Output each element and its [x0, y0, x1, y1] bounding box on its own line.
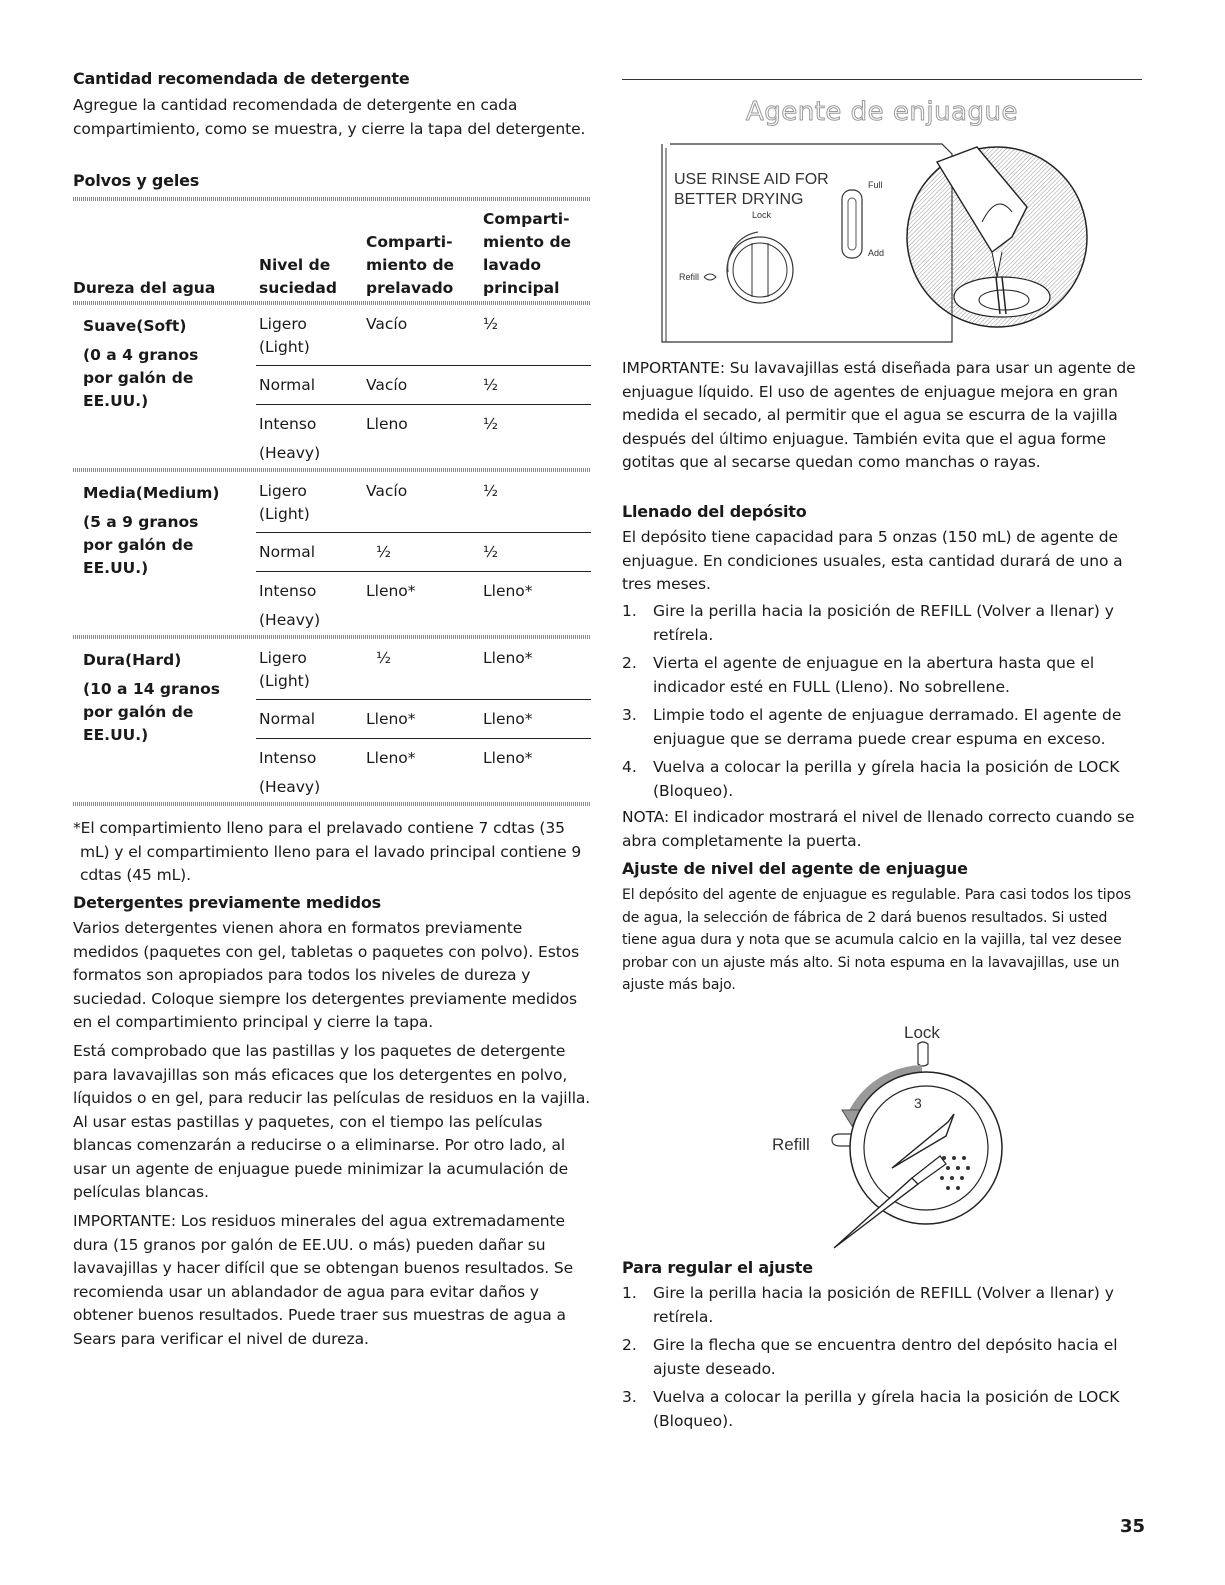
heading-powders: Polvos y geles: [73, 171, 200, 190]
cell-level: Normal: [259, 710, 316, 728]
note-label: NOTA:: [622, 808, 670, 826]
header-soil-1: Nivel de: [259, 256, 331, 274]
rinse-important-label: IMPORTANTE:: [622, 359, 725, 377]
fill-paragraph: El depósito tiene capacidad para 5 onzas (150 mL) de agente de enjuague. En condiciones usuales, esta cantidad durará de uno a tres meses.: [622, 528, 1123, 593]
fig1-full: Full: [868, 180, 883, 190]
important-water-paragraph: [73, 1210, 591, 1351]
cell-main: ½: [483, 482, 499, 500]
cell-main: ½: [483, 543, 499, 561]
cell-main: ½: [483, 415, 499, 433]
list-item: 3. Vuelva a colocar la perilla y gírela hacia la posición de LOCK (Bloqueo).: [622, 1388, 1120, 1430]
fig2-lock: Lock: [904, 1023, 940, 1042]
group-desc: EE.UU.): [83, 392, 149, 410]
note-text: El indicador mostrará el nivel de llenado correcto cuando se abra completamente la puerta.: [622, 808, 1135, 850]
row-divider: [256, 738, 591, 739]
cell-level-en: (Light): [259, 672, 310, 690]
cell-level-en: (Light): [259, 505, 310, 523]
group-border: [73, 635, 591, 639]
cell-pre: ½: [376, 649, 392, 667]
group-desc: por galón de: [83, 703, 194, 721]
header-bottom-border: [73, 301, 591, 305]
regulate-steps-list: [622, 1282, 1142, 1438]
fig2-refill: Refill: [772, 1135, 810, 1154]
fig1-dial-inner: [733, 243, 787, 297]
header-main-2: miento de: [483, 233, 572, 251]
fill-steps-list: [622, 600, 1142, 808]
list-item: 1. Gire la perilla hacia la posición de REFILL (Volver a llenar) y retírela.: [622, 1284, 1114, 1326]
group-desc: (5 a 9 granos: [83, 513, 199, 531]
fig1-line2: BETTER DRYING: [674, 191, 804, 208]
cell-main: Lleno*: [483, 649, 533, 667]
group-desc: por galón de: [83, 536, 194, 554]
cell-pre: Vacío: [366, 482, 408, 500]
cell-level: Ligero: [259, 315, 307, 333]
fig1-dial: [727, 237, 793, 303]
cell-level-en: (Heavy): [259, 778, 321, 796]
header-main-4: principal: [483, 279, 560, 297]
page-number: 35: [1120, 1516, 1146, 1537]
cell-main: Lleno*: [483, 710, 533, 728]
heading-regulate: Para regular el ajuste: [622, 1258, 813, 1277]
header-hardness: Dureza del agua: [73, 279, 216, 297]
table-footnote: *El compartimiento lleno para el prelavado contiene 7 cdtas (35 mL) y el compartimiento lleno para el lavado principal contiene 9 cdtas (45 mL).: [73, 819, 582, 884]
list-item: 2. Vierta el agente de enjuague en la abertura hasta que el indicador esté en FULL (Lleno). No sobrellene.: [622, 654, 1095, 696]
cell-level: Intenso: [259, 749, 317, 767]
fig1-indicator: [842, 190, 862, 258]
cell-level-en: (Light): [259, 338, 310, 356]
list-item: 3. Limpie todo el agente de enjuague derramado. El agente de enjuague que se derrama puede crear espuma en exceso.: [622, 706, 1122, 748]
fig1-lock: Lock: [752, 210, 772, 220]
section-rule: [622, 79, 1142, 80]
group-desc: EE.UU.): [83, 559, 149, 577]
rinse-important-text: Su lavavajillas está diseñada para usar un agente de enjuague líquido. El uso de agentes de enjuague mejora en gran medida el secado, al permitir que el agua se escurra de la vajilla después del último enjuague. También evita que el agua forme gotitas que al secarse quedan como manchas o rayas.: [622, 359, 1136, 471]
header-main-1: Comparti-: [483, 210, 570, 228]
group-desc: (10 a 14 granos: [83, 680, 220, 698]
row-divider: [256, 699, 591, 700]
intro-paragraph: Agregue la cantidad recomendada de detergente en cada compartimiento, como se muestra, y cierre la tapa del detergente.: [73, 96, 586, 138]
fig1-line1: USE RINSE AID FOR: [674, 171, 829, 188]
adjust-paragraph: El depósito del agente de enjuague es regulable. Para casi todos los tipos de agua, la selección de fábrica de 2 dará buenos resultados. Si usted tiene agua dura y nota que se acumula calcio en la vajilla, tal vez desee probar con un ajuste más alto. Si nota espuma en la lavavajillas, use un ajuste más bajo.: [622, 887, 1131, 993]
cell-pre: Vacío: [366, 315, 408, 333]
section-title: Agente de enjuague: [745, 97, 1019, 127]
cell-pre: Lleno: [366, 415, 408, 433]
cell-level: Intenso: [259, 415, 317, 433]
cell-pre: Lleno*: [366, 582, 416, 600]
heading-fill: Llenado del depósito: [622, 502, 807, 521]
note-paragraph: [622, 806, 1142, 853]
header-pre-1: Comparti-: [366, 233, 453, 251]
cell-main: Lleno*: [483, 582, 533, 600]
group-desc: EE.UU.): [83, 726, 149, 744]
dial-adjust-figure: [762, 1018, 1012, 1250]
rinse-important-paragraph: [622, 357, 1142, 475]
heading-adjust: Ajuste de nivel del agente de enjuague: [622, 859, 968, 878]
rinse-aid-figure: [652, 142, 1122, 345]
group-name: Media(Medium): [83, 484, 220, 502]
header-pre-3: prelavado: [366, 279, 454, 297]
list-item: 2. Gire la flecha que se encuentra dentro del depósito hacia el ajuste deseado.: [622, 1336, 1118, 1378]
fig1-refill: Refill: [679, 272, 700, 282]
header-soil-2: suciedad: [259, 279, 337, 297]
table-top-border: [73, 197, 591, 201]
premeasured-paragraph-2: Está comprobado que las pastillas y los paquetes de detergente para lavavajillas son más eficaces que los detergentes en polvo, líquidos o en gel, para reducir las películas de residuos en la vajilla. Al usar estas pastillas y paquetes, con el tiempo las películas blancas comenzarán a reducirse o a eliminarse. Por otro lado, al usar un agente de enjuague puede minimizar la acumulación de películas blancas.: [73, 1042, 591, 1201]
group-desc: (0 a 4 granos: [83, 346, 199, 364]
table-bottom-border: [73, 802, 591, 806]
list-item: 1. Gire la perilla hacia la posición de REFILL (Volver a llenar) y retírela.: [622, 602, 1114, 644]
fig1-add: Add: [868, 248, 885, 258]
cell-level: Intenso: [259, 582, 317, 600]
heading-premeasured: Detergentes previamente medidos: [73, 893, 381, 912]
group-border: [73, 468, 591, 472]
lock-marker-icon: [918, 1042, 928, 1066]
row-divider: [256, 404, 591, 405]
important-label: IMPORTANTE:: [73, 1212, 176, 1230]
cell-pre: Lleno*: [366, 749, 416, 767]
row-divider: [256, 365, 591, 366]
premeasured-paragraph-1: Varios detergentes vienen ahora en formatos previamente medidos (paquetes con gel, tabletas o paquetes con polvo). Estos formatos son apropiados para todos los niveles de dureza y suciedad. Coloque siempre los detergentes previamente medidos en el compartimiento principal y cierre la tapa.: [73, 919, 580, 1031]
dial-number: 3: [914, 1095, 922, 1111]
cell-level-en: (Heavy): [259, 611, 321, 629]
detergent-table: [73, 197, 591, 812]
cell-pre: Lleno*: [366, 710, 416, 728]
cell-level: Normal: [259, 376, 316, 394]
cell-level-en: (Heavy): [259, 444, 321, 462]
header-main-3: lavado: [483, 256, 542, 274]
cell-pre: Vacío: [366, 376, 408, 394]
cell-main: Lleno*: [483, 749, 533, 767]
cell-level: Normal: [259, 543, 316, 561]
row-divider: [256, 532, 591, 533]
group-name: Dura(Hard): [83, 651, 182, 669]
header-pre-2: miento de: [366, 256, 455, 274]
heading-amount: Cantidad recomendada de detergente: [73, 69, 410, 88]
group-name: Suave(Soft): [83, 317, 187, 335]
list-item: 4. Vuelva a colocar la perilla y gírela hacia la posición de LOCK (Bloqueo).: [622, 758, 1120, 800]
cell-level: Ligero: [259, 482, 307, 500]
important-text: Los residuos minerales del agua extremadamente dura (15 granos por galón de EE.UU. o más) pueden dañar su lavavajillas y hacer difícil que se obtengan buenos resultados. Se recomienda usar un ablandador de agua para evitar daños y obtener buenos resultados. Puede traer sus muestras de agua a Sears para verificar el nivel de dureza.: [73, 1212, 574, 1348]
cell-main: ½: [483, 315, 499, 333]
group-desc: por galón de: [83, 369, 194, 387]
cell-level: Ligero: [259, 649, 307, 667]
row-divider: [256, 571, 591, 572]
cell-pre: ½: [376, 543, 392, 561]
cell-main: ½: [483, 376, 499, 394]
